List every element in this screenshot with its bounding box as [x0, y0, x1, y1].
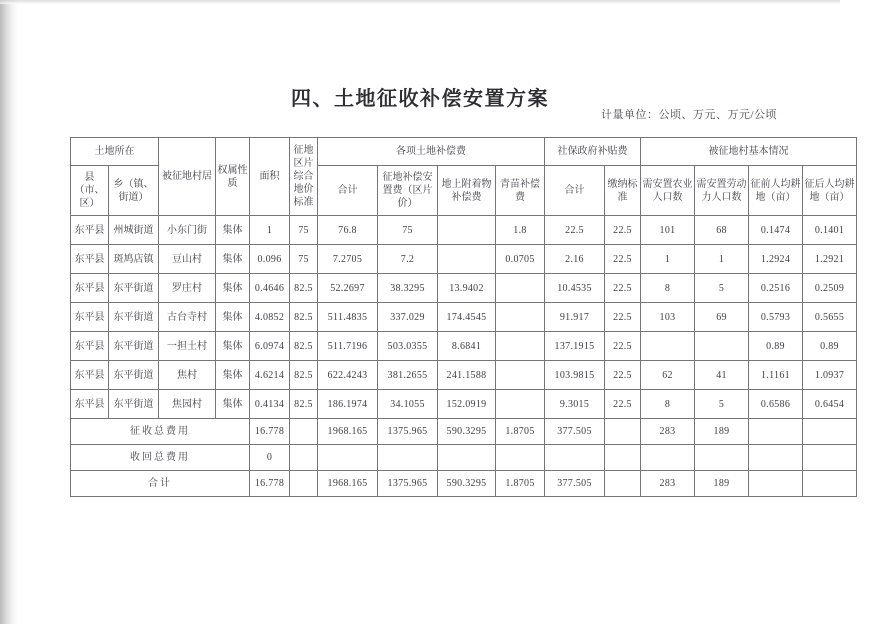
cell-subsidy-standard	[605, 419, 641, 445]
cell-area: 0.4646	[250, 274, 290, 303]
cell-subsidy-standard: 22.5	[605, 216, 641, 245]
cell-county: 东平县	[71, 390, 109, 419]
cell-pre-land	[749, 419, 803, 445]
cell-area: 0.4134	[250, 390, 290, 419]
summary-row-recovered-total	[71, 445, 857, 471]
cell-subsidy-total: 103.9815	[545, 361, 605, 390]
cell-comp-total: 511.4835	[318, 303, 378, 332]
cell-attachments	[438, 445, 496, 471]
cell-labor-pop: 189	[695, 419, 749, 445]
cell-village: 豆山村	[159, 245, 216, 274]
cell-township: 东平街道	[109, 274, 159, 303]
header-land-location: 土地所在	[71, 138, 159, 166]
cell-subsidy-total: 91.917	[545, 303, 605, 332]
cell-ownership: 集体	[216, 361, 250, 390]
cell-comp-resettle: 503.0355	[378, 332, 438, 361]
cell-comp-total: 76.8	[318, 216, 378, 245]
cell-attachments: 8.6841	[438, 332, 496, 361]
cell-comp-resettle: 34.1055	[378, 390, 438, 419]
header-comp-seedling: 青苗补偿费	[496, 166, 545, 216]
cell-post-land: 0.1401	[803, 216, 857, 245]
header-village-info-group: 被征地村基本情况	[641, 138, 857, 166]
cell-comp-resettle: 1375.965	[378, 419, 438, 445]
header-county: 县（市、区）	[71, 166, 109, 216]
cell-post-land: 1.2921	[803, 245, 857, 274]
cell-pre-land: 1.1161	[749, 361, 803, 390]
header-zone-price: 征地区片综合地价标准	[290, 138, 318, 216]
table-row	[71, 361, 857, 390]
cell-area: 0.096	[250, 245, 290, 274]
cell-subsidy-total: 9.3015	[545, 390, 605, 419]
cell-seedling	[496, 445, 545, 471]
cell-comp-resettle: 75	[378, 216, 438, 245]
cell-subsidy-standard	[605, 445, 641, 471]
cell-seedling	[496, 332, 545, 361]
header-pre-land: 征前人均耕地（亩）	[749, 166, 803, 216]
cell-area: 6.0974	[250, 332, 290, 361]
cell-pre-land: 0.6586	[749, 390, 803, 419]
table-row	[71, 390, 857, 419]
cell-subsidy-total: 2.16	[545, 245, 605, 274]
table-row	[71, 303, 857, 332]
cell-subsidy-total	[545, 445, 605, 471]
cell-farm-pop: 62	[641, 361, 695, 390]
cell-farm-pop	[641, 445, 695, 471]
cell-subsidy-total: 377.505	[545, 419, 605, 445]
cell-area: 4.6214	[250, 361, 290, 390]
cell-labor-pop: 41	[695, 361, 749, 390]
cell-comp-resettle: 38.3295	[378, 274, 438, 303]
cell-seedling	[496, 303, 545, 332]
cell-township: 东平街道	[109, 390, 159, 419]
summary-row-grand-total	[71, 471, 857, 497]
cell-labor-pop: 1	[695, 245, 749, 274]
summary-row-expropriation-total	[71, 419, 857, 445]
cell-area: 0	[250, 445, 290, 471]
cell-zone-price: 82.5	[290, 274, 318, 303]
cell-village: 一担土村	[159, 332, 216, 361]
scan-edge-artifact	[0, 0, 18, 624]
table-row	[71, 332, 857, 361]
cell-post-land: 0.5655	[803, 303, 857, 332]
cell-subsidy-standard: 22.5	[605, 332, 641, 361]
cell-village: 古台寺村	[159, 303, 216, 332]
cell-post-land	[803, 471, 857, 497]
cell-county: 东平县	[71, 332, 109, 361]
unit-note: 计量单位：公顷、万元、万元/公顷	[601, 109, 778, 121]
cell-zone-price	[290, 445, 318, 471]
cell-post-land	[803, 445, 857, 471]
cell-zone-price: 75	[290, 245, 318, 274]
cell-attachments	[438, 245, 496, 274]
cell-subsidy-total: 137.1915	[545, 332, 605, 361]
cell-farm-pop	[641, 332, 695, 361]
cell-attachments: 13.9402	[438, 274, 496, 303]
header-row-groups	[71, 138, 857, 166]
cell-pre-land: 1.2924	[749, 245, 803, 274]
cell-pre-land: 0.2516	[749, 274, 803, 303]
cell-ownership: 集体	[216, 303, 250, 332]
cell-subsidy-standard: 22.5	[605, 303, 641, 332]
cell-attachments: 152.0919	[438, 390, 496, 419]
cell-ownership: 集体	[216, 332, 250, 361]
cell-labor-pop	[695, 332, 749, 361]
table-row	[71, 245, 857, 274]
cell-township: 东平街道	[109, 361, 159, 390]
cell-pre-land: 0.89	[749, 332, 803, 361]
cell-area: 1	[250, 216, 290, 245]
cell-seedling: 1.8705	[496, 471, 545, 497]
cell-area: 16.778	[250, 471, 290, 497]
cell-pre-land: 0.5793	[749, 303, 803, 332]
cell-subsidy-standard	[605, 471, 641, 497]
cell-post-land: 1.0937	[803, 361, 857, 390]
cell-post-land	[803, 419, 857, 445]
cell-zone-price: 75	[290, 216, 318, 245]
cell-township: 斑鸠店镇	[109, 245, 159, 274]
cell-zone-price: 82.5	[290, 390, 318, 419]
table-row	[71, 216, 857, 245]
summary-label: 合计	[71, 471, 250, 497]
header-post-land: 征后人均耕地（亩）	[803, 166, 857, 216]
cell-attachments: 241.1588	[438, 361, 496, 390]
cell-seedling: 1.8705	[496, 419, 545, 445]
cell-post-land: 0.6454	[803, 390, 857, 419]
table-row	[71, 274, 857, 303]
header-comp-attachments: 地上附着物补偿费	[438, 166, 496, 216]
header-township: 乡（镇、街道）	[109, 166, 159, 216]
cell-comp-resettle	[378, 445, 438, 471]
cell-zone-price: 82.5	[290, 303, 318, 332]
header-comp-resettle: 征地补偿安置费（区片价）	[378, 166, 438, 216]
cell-township: 东平街道	[109, 303, 159, 332]
cell-comp-total: 52.2697	[318, 274, 378, 303]
page-title: 四、土地征收补偿安置方案	[291, 88, 549, 110]
cell-seedling	[496, 361, 545, 390]
cell-farm-pop: 103	[641, 303, 695, 332]
cell-labor-pop	[695, 445, 749, 471]
cell-county: 东平县	[71, 303, 109, 332]
cell-township: 州城街道	[109, 216, 159, 245]
cell-subsidy-standard: 22.5	[605, 274, 641, 303]
header-area: 面积	[250, 138, 290, 216]
header-village: 被征地村居	[159, 138, 216, 216]
cell-comp-total: 622.4243	[318, 361, 378, 390]
cell-ownership: 集体	[216, 245, 250, 274]
cell-seedling	[496, 390, 545, 419]
cell-village: 罗庄村	[159, 274, 216, 303]
header-subsidy-total: 合计	[545, 166, 605, 216]
cell-pre-land: 0.1474	[749, 216, 803, 245]
cell-post-land: 0.2509	[803, 274, 857, 303]
cell-comp-total: 1968.165	[318, 419, 378, 445]
header-ownership: 权属性质	[216, 138, 250, 216]
header-subsidy-standard: 缴纳标准	[605, 166, 641, 216]
cell-comp-total: 7.2705	[318, 245, 378, 274]
cell-subsidy-standard: 22.5	[605, 390, 641, 419]
cell-zone-price	[290, 419, 318, 445]
cell-attachments: 590.3295	[438, 419, 496, 445]
cell-township: 东平街道	[109, 332, 159, 361]
cell-ownership: 集体	[216, 216, 250, 245]
cell-comp-resettle: 337.029	[378, 303, 438, 332]
header-subsidy-group: 社保政府补贴费	[545, 138, 641, 166]
cell-comp-total	[318, 445, 378, 471]
cell-zone-price	[290, 471, 318, 497]
cell-farm-pop: 101	[641, 216, 695, 245]
cell-subsidy-total: 22.5	[545, 216, 605, 245]
cell-comp-total: 1968.165	[318, 471, 378, 497]
cell-farm-pop: 8	[641, 390, 695, 419]
cell-subsidy-standard: 22.5	[605, 245, 641, 274]
cell-comp-resettle: 381.2655	[378, 361, 438, 390]
cell-attachments	[438, 216, 496, 245]
cell-area: 4.0852	[250, 303, 290, 332]
header-compensation-group: 各项土地补偿费	[318, 138, 545, 166]
cell-subsidy-total: 377.505	[545, 471, 605, 497]
cell-village: 焦园村	[159, 390, 216, 419]
cell-comp-total: 511.7196	[318, 332, 378, 361]
cell-farm-pop: 8	[641, 274, 695, 303]
compensation-table	[70, 137, 857, 497]
cell-subsidy-standard: 22.5	[605, 361, 641, 390]
cell-comp-resettle: 1375.965	[378, 471, 438, 497]
cell-county: 东平县	[71, 274, 109, 303]
cell-labor-pop: 69	[695, 303, 749, 332]
cell-attachments: 590.3295	[438, 471, 496, 497]
cell-village: 小东门街	[159, 216, 216, 245]
cell-labor-pop: 68	[695, 216, 749, 245]
cell-farm-pop: 283	[641, 419, 695, 445]
summary-label: 征收总费用	[71, 419, 250, 445]
cell-county: 东平县	[71, 361, 109, 390]
cell-farm-pop: 1	[641, 245, 695, 274]
cell-comp-total: 186.1974	[318, 390, 378, 419]
cell-labor-pop: 5	[695, 274, 749, 303]
cell-subsidy-total: 10.4535	[545, 274, 605, 303]
header-farm-pop: 需安置农业人口数	[641, 166, 695, 216]
cell-county: 东平县	[71, 245, 109, 274]
cell-zone-price: 82.5	[290, 332, 318, 361]
scan-edge-artifact-top	[0, 0, 840, 4]
cell-labor-pop: 5	[695, 390, 749, 419]
cell-labor-pop: 189	[695, 471, 749, 497]
cell-ownership: 集体	[216, 274, 250, 303]
cell-seedling	[496, 274, 545, 303]
header-comp-total: 合计	[318, 166, 378, 216]
cell-pre-land	[749, 471, 803, 497]
cell-county: 东平县	[71, 216, 109, 245]
header-labor-pop: 需安置劳动力人口数	[695, 166, 749, 216]
cell-seedling: 0.0705	[496, 245, 545, 274]
cell-attachments: 174.4545	[438, 303, 496, 332]
summary-label: 收回总费用	[71, 445, 250, 471]
cell-farm-pop: 283	[641, 471, 695, 497]
cell-pre-land	[749, 445, 803, 471]
cell-zone-price: 82.5	[290, 361, 318, 390]
cell-ownership: 集体	[216, 390, 250, 419]
cell-comp-resettle: 7.2	[378, 245, 438, 274]
cell-seedling: 1.8	[496, 216, 545, 245]
cell-area: 16.778	[250, 419, 290, 445]
cell-village: 焦村	[159, 361, 216, 390]
cell-post-land: 0.89	[803, 332, 857, 361]
